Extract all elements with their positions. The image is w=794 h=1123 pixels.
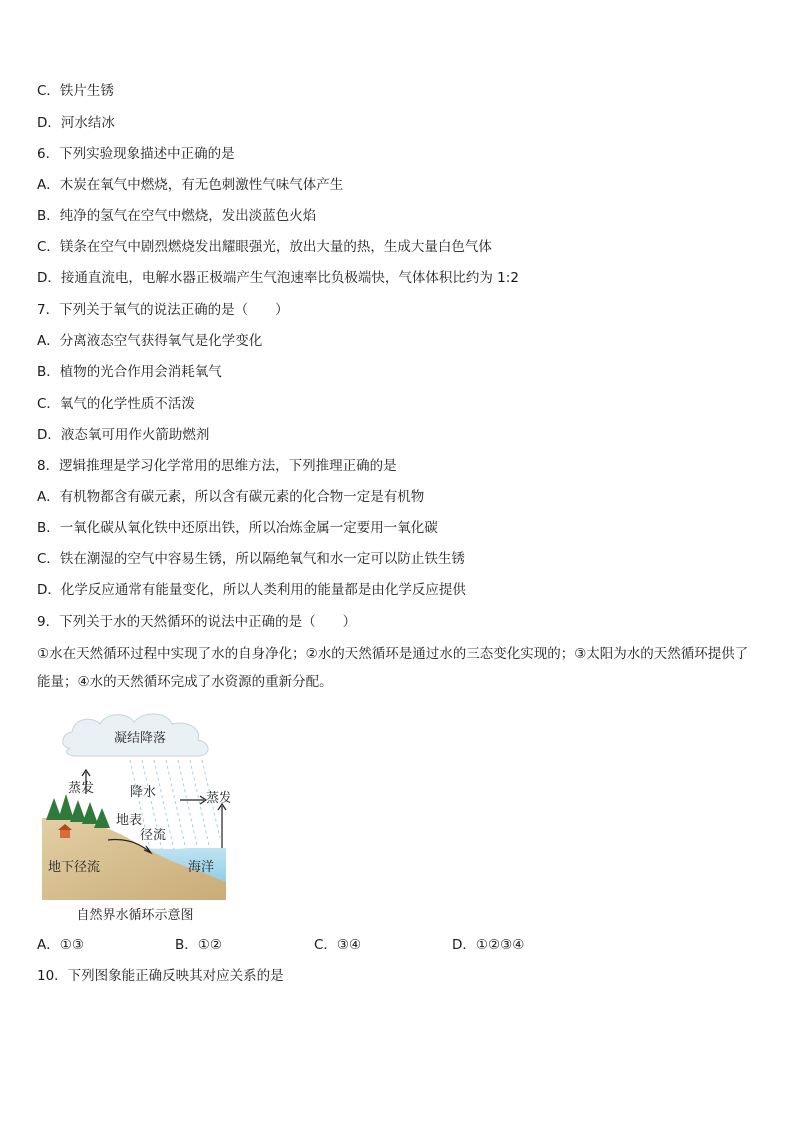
q7-stem: 7．下列关于氧气的说法正确的是（ ） xyxy=(37,302,289,318)
q8-option-b: B．一氧化碳从氧化铁中还原出铁，所以冶炼金属一定要用一氧化碳 xyxy=(37,520,438,536)
q5-option-c: C．铁片生锈 xyxy=(37,83,114,99)
evaporation-right-label: 蒸发 xyxy=(206,791,230,806)
figure-caption: 自然界水循环示意图 xyxy=(76,908,194,923)
precipitation-label: 降水 xyxy=(130,785,157,800)
q6-option-b: B．纯净的氢气在空气中燃烧，发出淡蓝色火焰 xyxy=(37,208,317,224)
q7-option-d: D．液态氧可用作火箭助燃剂 xyxy=(37,427,210,443)
q7-option-a: A．分离液态空气获得氧气是化学变化 xyxy=(37,333,263,349)
q9-option-a: A．①③ xyxy=(37,937,84,953)
q6-option-c: C．镁条在空气中剧烈燃烧发出耀眼强光，放出大量的热，生成大量白色气体 xyxy=(37,239,492,255)
q9-option-b: B．①② xyxy=(175,937,222,953)
q9-statement: ①水在天然循环过程中实现了水的自身净化；②水的天然循环是通过水的三态变化实现的；③太阳为水的天然循环提供了能量；④水的天然循环完成了水资源的重新分配。 xyxy=(37,646,749,690)
q8-option-c: C．铁在潮湿的空气中容易生锈，所以隔绝氧气和水一定可以防止铁生锈 xyxy=(37,551,465,567)
underground-runoff-label: 地下径流 xyxy=(48,860,101,875)
q10-stem: 10．下列图象能正确反映其对应关系的是 xyxy=(37,968,284,984)
q6-stem: 6．下列实验现象描述中正确的是 xyxy=(37,146,235,162)
q7-option-c: C．氧气的化学性质不活泼 xyxy=(37,396,195,412)
q9-option-d: D．①②③④ xyxy=(452,937,525,953)
ocean-label: 海洋 xyxy=(188,860,215,875)
runoff-label: 径流 xyxy=(140,828,167,843)
cloud-label: 凝结降落 xyxy=(114,731,167,746)
q8-option-d: D．化学反应通常有能量变化，所以人类利用的能量都是由化学反应提供 xyxy=(37,582,466,598)
water-cycle-figure xyxy=(40,708,230,928)
q9-option-c: C．③④ xyxy=(314,937,362,953)
q6-option-d: D．接通直流电，电解水器正极端产生气泡速率比负极端快，气体体积比约为 1:2 xyxy=(37,270,519,286)
q8-option-a: A．有机物都含有碳元素，所以含有碳元素的化合物一定是有机物 xyxy=(37,489,425,505)
q6-option-a: A．木炭在氧气中燃烧，有无色刺激性气味气体产生 xyxy=(37,177,344,193)
q9-stem: 9．下列关于水的天然循环的说法中正确的是（ ） xyxy=(37,614,357,630)
q8-stem: 8．逻辑推理是学习化学常用的思维方法，下列推理正确的是 xyxy=(37,458,397,474)
evaporation-left-label: 蒸发 xyxy=(68,781,95,796)
q5-option-d: D．河水结冰 xyxy=(37,115,115,131)
surface-label: 地表 xyxy=(116,813,143,828)
q7-option-b: B．植物的光合作用会消耗氧气 xyxy=(37,364,222,380)
water-cycle-diagram xyxy=(40,708,230,900)
